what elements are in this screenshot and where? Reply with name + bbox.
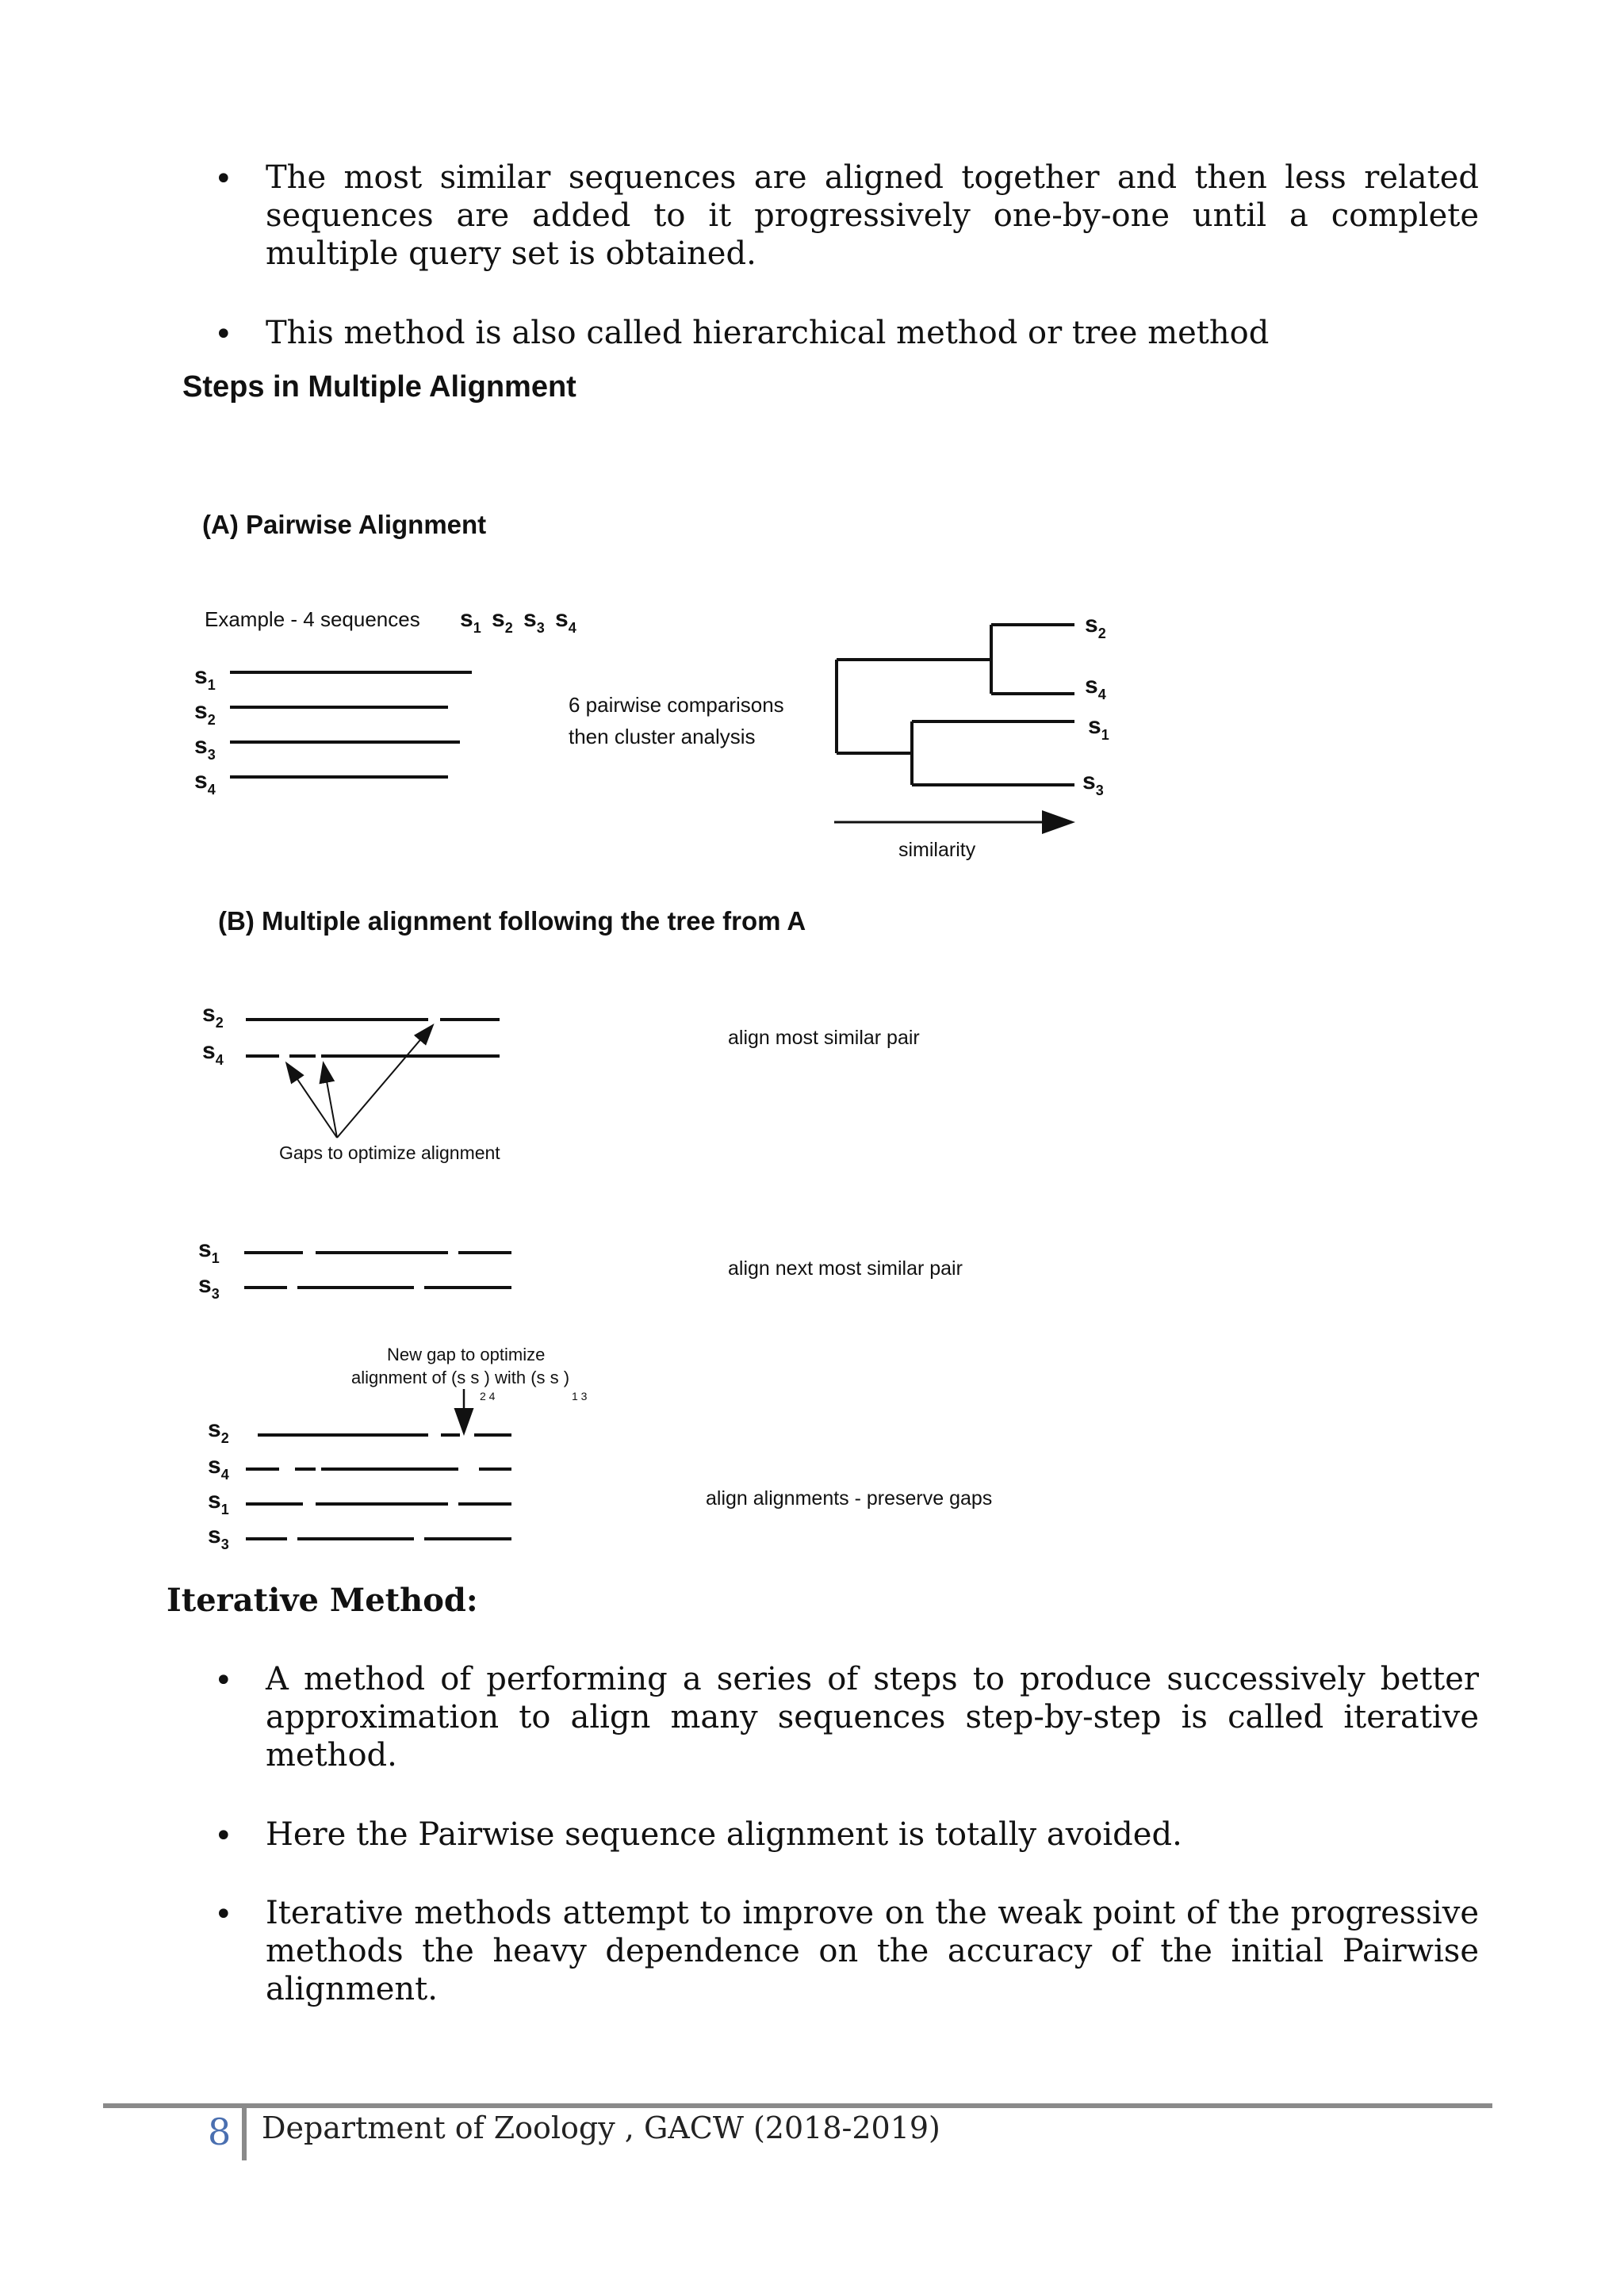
seq-label-s4: $s_4$: [555, 606, 576, 636]
step2-alignment: [198, 1236, 511, 1302]
top-bullet-1: The most similar sequences are aligned together and then less related sequences are added to it progressively one-by-one until a complete multiple query set is obtained.: [266, 159, 1479, 272]
similarity-label: similarity: [898, 839, 976, 861]
iterative-bullet-3: Iterative methods attempt to improve on the weak point of the progressive methods the heavy dependence on the accuracy of the initial Pairwise alignment.: [266, 1895, 1479, 2007]
figure-title: Steps in Multiple Alignment: [182, 370, 576, 404]
footer-divider: [242, 2108, 247, 2160]
seq-row-label: $s_2$: [202, 1001, 224, 1031]
seq-row-label: $s_2$: [208, 1416, 229, 1446]
panel-a-sequences: [194, 663, 472, 798]
seq-row-label: $s_4$: [208, 1452, 229, 1483]
panel-a-heading: (A) Pairwise Alignment: [202, 510, 487, 539]
step3-label: align alignments - preserve gaps: [706, 1487, 993, 1510]
footer-rule: [103, 2103, 1492, 2108]
seq-row-label: $s_4$: [194, 767, 216, 798]
iterative-bullet-2: Here the Pairwise sequence alignment is totally avoided.: [266, 1816, 1182, 1853]
tree-leaf: $s_3$: [1082, 768, 1104, 798]
new-gap-label-1: New gap to optimize: [387, 1345, 546, 1364]
page-number: 8: [208, 2110, 232, 2153]
new-gap-subscripts-1: 2 4: [480, 1390, 496, 1402]
iterative-heading: Iterative Method:: [167, 1582, 478, 1619]
seq-label-s2: $s_2$: [492, 606, 513, 636]
seq-row-label: $s_1$: [194, 663, 216, 693]
bullet-marker: •: [214, 1896, 233, 1933]
iterative-bullet-1: A method of performing a series of steps to produce successively better approximation to align many sequences step-by-step is called iterative method.: [266, 1661, 1479, 1774]
step1-alignment: [202, 1001, 500, 1068]
cluster-tree: [837, 625, 1074, 785]
new-gap-subscripts-2: 1 3: [572, 1390, 588, 1402]
bullet-marker: •: [214, 316, 233, 353]
gap-arrows: [287, 1026, 432, 1138]
panel-b-heading: (B) Multiple alignment following the tree from A: [218, 906, 806, 936]
footer-text: Department of Zoology , GACW (2018-2019): [262, 2110, 940, 2145]
seq-row-label: $s_3$: [194, 733, 216, 763]
step1-label: align most similar pair: [728, 1027, 920, 1049]
bullet-marker: •: [214, 161, 233, 197]
tree-leaf: $s_2$: [1085, 611, 1106, 641]
bullet-marker: •: [214, 1818, 233, 1854]
bullet-marker: •: [214, 1663, 233, 1699]
seq-row-label: $s_2$: [194, 698, 216, 728]
gaps-label: Gaps to optimize alignment: [279, 1142, 500, 1163]
seq-row-label: $s_3$: [208, 1522, 229, 1552]
new-gap-label-2: alignment of (s s ) with (s s ): [351, 1368, 570, 1387]
comparisons-text-2: then cluster analysis: [569, 725, 756, 748]
seq-row-label: $s_1$: [198, 1236, 220, 1266]
tree-leaf: $s_1$: [1088, 713, 1109, 743]
seq-row-label: $s_4$: [202, 1038, 224, 1068]
tree-leaf-labels: [1082, 611, 1109, 798]
seq-label-s3: $s_3$: [523, 606, 545, 636]
tree-leaf: $s_4$: [1085, 672, 1106, 702]
comparisons-text-1: 6 pairwise comparisons: [569, 693, 784, 717]
step2-label: align next most similar pair: [728, 1257, 963, 1280]
seq-label-s1: $s_1$: [460, 606, 481, 636]
example-sequence-list: [460, 606, 576, 636]
example-label: Example - 4 sequences: [205, 607, 420, 631]
seq-row-label: $s_3$: [198, 1272, 220, 1302]
step3-alignment: [208, 1416, 511, 1552]
top-bullet-2: This method is also called hierarchical method or tree method: [266, 315, 1270, 351]
seq-row-label: $s_1$: [208, 1487, 229, 1517]
